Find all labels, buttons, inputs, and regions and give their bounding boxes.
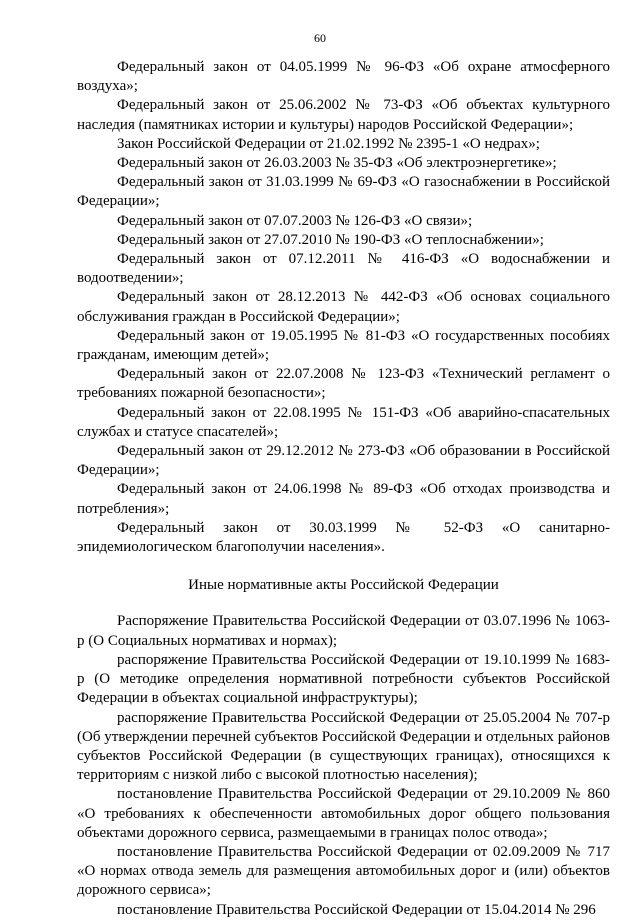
document-body xyxy=(77,58,610,920)
law-item: Федеральный закон от 29.12.2012 № 273-ФЗ «Об образовании в Российской Федерации»; xyxy=(77,443,610,479)
act-item: постановление Правительства Российской Федерации от 15.04.2014 № 296 xyxy=(117,901,596,918)
law-item: Закон Российской Федерации от 21.02.1992 № 2395-1 «О недрах»; xyxy=(117,135,540,152)
law-item: Федеральный закон от 26.03.2003 № 35-ФЗ «Об электроэнергетике»; xyxy=(117,155,557,172)
act-item: Распоряжение Правительства Российской Федерации от 03.07.1996 № 1063-р (О Социальных нормативах и нормах); xyxy=(77,613,610,649)
law-item: Федеральный закон от 27.07.2010 № 190-ФЗ «О теплоснабжении»; xyxy=(117,231,544,248)
section-heading: Иные нормативные акты Российской Федерации xyxy=(188,577,499,594)
law-item: Федеральный закон от 04.05.1999 № 96-ФЗ «Об охране атмосферного воздуха»; xyxy=(77,59,610,95)
act-item: постановление Правительства Российской Федерации от 02.09.2009 № 717 «О нормах отвода земель для размещения автомобильных дорог и (или) объектов дорожного сервиса»; xyxy=(77,843,610,899)
act-item: постановление Правительства Российской Федерации от 29.10.2009 № 860 «О требованиях к обеспеченности автомобильных дорог общего пользования объектами дорожного сервиса, размещаемыми в границах полос отвода»; xyxy=(77,786,610,841)
law-item: Федеральный закон от 25.06.2002 № 73-ФЗ «Об объектах культурного наследия (памятниках истории и культуры) народов Российской Федерации»; xyxy=(77,97,610,133)
law-item: Федеральный закон от 30.03.1999 № 52-ФЗ «О санитарно-эпидемиологическом благополучии населения». xyxy=(77,519,610,556)
law-item: Федеральный закон от 24.06.1998 № 89-ФЗ «Об отходах производства и потребления»; xyxy=(77,481,610,517)
law-item: Федеральный закон от 22.07.2008 № 123-ФЗ «Технический регламент о требованиях пожарной безопасности»; xyxy=(77,366,610,402)
act-item: распоряжение Правительства Российской Федерации от 25.05.2004 № 707-р (Об утверждении перечней субъектов Российской Федерации и отдельных районов субъектов Российской Федерации (в существующих границах), относящихся к территориям с низкой либо с высокой плотностью населения); xyxy=(77,709,610,784)
act-item: распоряжение Правительства Российской Федерации от 19.10.1999 № 1683-р (О методике определения нормативной потребности субъектов Российской Федерации в объектах социальной инфраструктуры); xyxy=(77,651,610,707)
law-item: Федеральный закон от 07.12.2011 № 416-ФЗ «О водоснабжении и водоотведении»; xyxy=(77,251,610,287)
other-acts-list xyxy=(77,612,610,919)
law-item: Федеральный закон от 07.07.2003 № 126-ФЗ «О связи»; xyxy=(117,212,473,229)
law-item: Федеральный закон от 28.12.2013 № 442-ФЗ «Об основах социального обслуживания граждан в Российской Федерации»; xyxy=(77,289,610,325)
law-item: Федеральный закон от 22.08.1995 № 151-ФЗ «Об аварийно-спасательных службах и статусе спасателей»; xyxy=(77,404,610,440)
federal-laws-list xyxy=(77,58,610,557)
law-item: Федеральный закон от 19.05.1995 № 81-ФЗ «О государственных пособиях гражданам, имеющим детей»; xyxy=(77,327,610,364)
page-number: 60 xyxy=(314,31,326,45)
law-item: Федеральный закон от 31.03.1999 № 69-ФЗ «О газоснабжении в Российской Федерации»; xyxy=(77,174,610,210)
